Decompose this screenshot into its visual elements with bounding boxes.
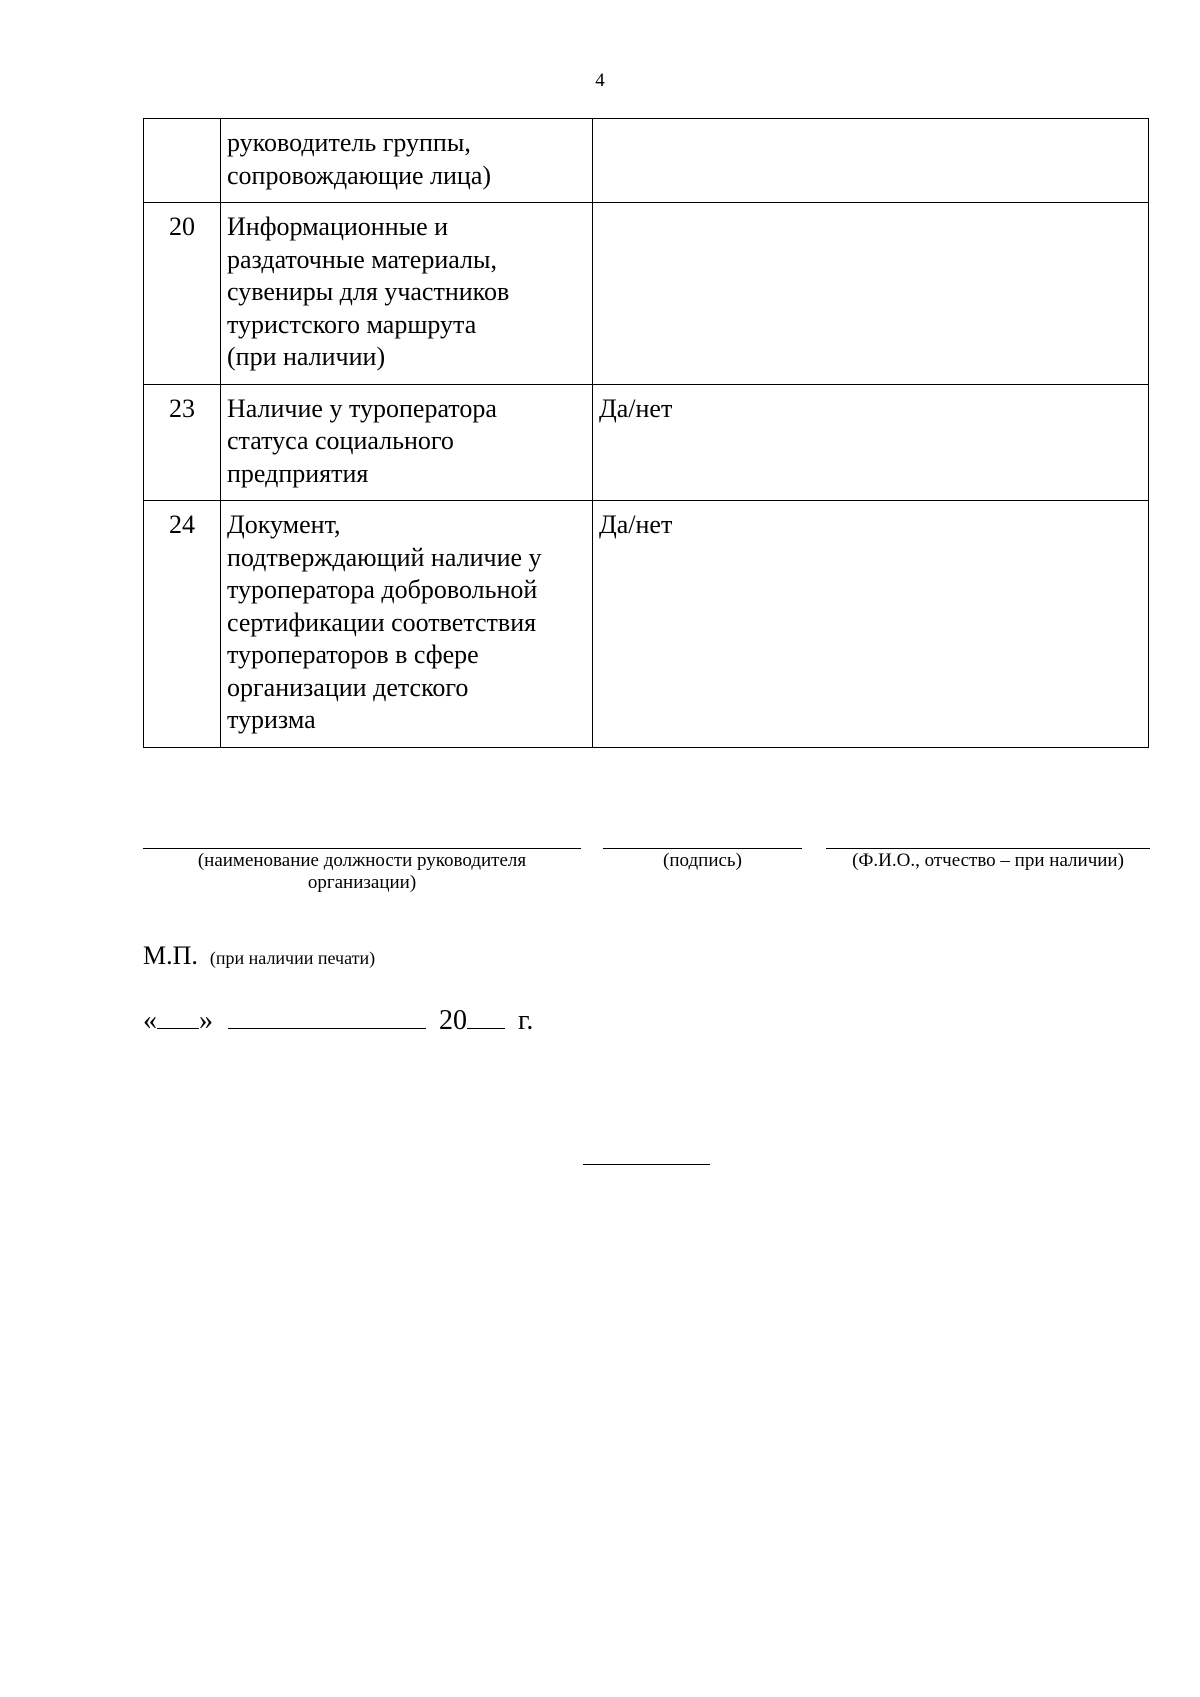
page-number: 4: [595, 70, 605, 91]
row-number-cell: 23: [144, 384, 221, 501]
signature-line: [603, 848, 802, 849]
seal-abbreviation: М.П.: [143, 941, 198, 970]
name-caption: (Ф.И.О., отчество – при наличии): [852, 850, 1124, 871]
row-value-cell: [593, 203, 1149, 385]
row-description-cell: [221, 203, 593, 385]
year-blank: [467, 1006, 505, 1029]
date-line: [143, 1004, 533, 1038]
seal-line: [143, 940, 375, 974]
day-blank: [157, 1006, 199, 1029]
row-description-text: Наличие у туроператора статуса социального предприятия: [227, 393, 497, 488]
row-description-cell: [221, 501, 593, 748]
signature-caption: (подпись): [663, 850, 742, 871]
row-description-cell: [221, 119, 593, 203]
seal-note: (при наличии печати): [209, 948, 376, 968]
name-signature-line: [826, 848, 1150, 849]
row-number-cell: 20: [144, 203, 221, 385]
row-value-cell: Да/нет: [593, 384, 1149, 501]
row-number-cell: [144, 119, 221, 203]
row-number-cell: 24: [144, 501, 221, 748]
table-row: [144, 119, 1149, 203]
form-table: [143, 118, 1149, 748]
position-signature-line: [143, 848, 581, 849]
table-row: [144, 203, 1149, 385]
position-caption: (наименование должности руководителя организации): [197, 850, 527, 893]
table-body: [144, 119, 1149, 748]
table-row: [144, 384, 1149, 501]
row-value-cell: Да/нет: [593, 501, 1149, 748]
end-of-document-rule: [583, 1164, 710, 1165]
year-suffix: г.: [518, 1005, 534, 1036]
year-prefix: 20: [439, 1005, 467, 1036]
row-description-text: Документ, подтверждающий наличие у туроператора добровольной сертификации соответствия туроператоров в сфере организации детского туризма: [227, 510, 542, 734]
row-description-cell: [221, 384, 593, 501]
day-close-quote: »: [199, 1005, 213, 1036]
row-value-cell: [593, 119, 1149, 203]
row-description-text: руководитель группы, сопровождающие лица): [227, 128, 492, 190]
row-description-text: Информационные и раздаточные материалы, сувениры для участников туристского маршрута (при наличии): [227, 212, 510, 371]
table-row: [144, 501, 1149, 748]
day-open-quote: «: [143, 1005, 157, 1036]
month-blank: [228, 1006, 426, 1029]
